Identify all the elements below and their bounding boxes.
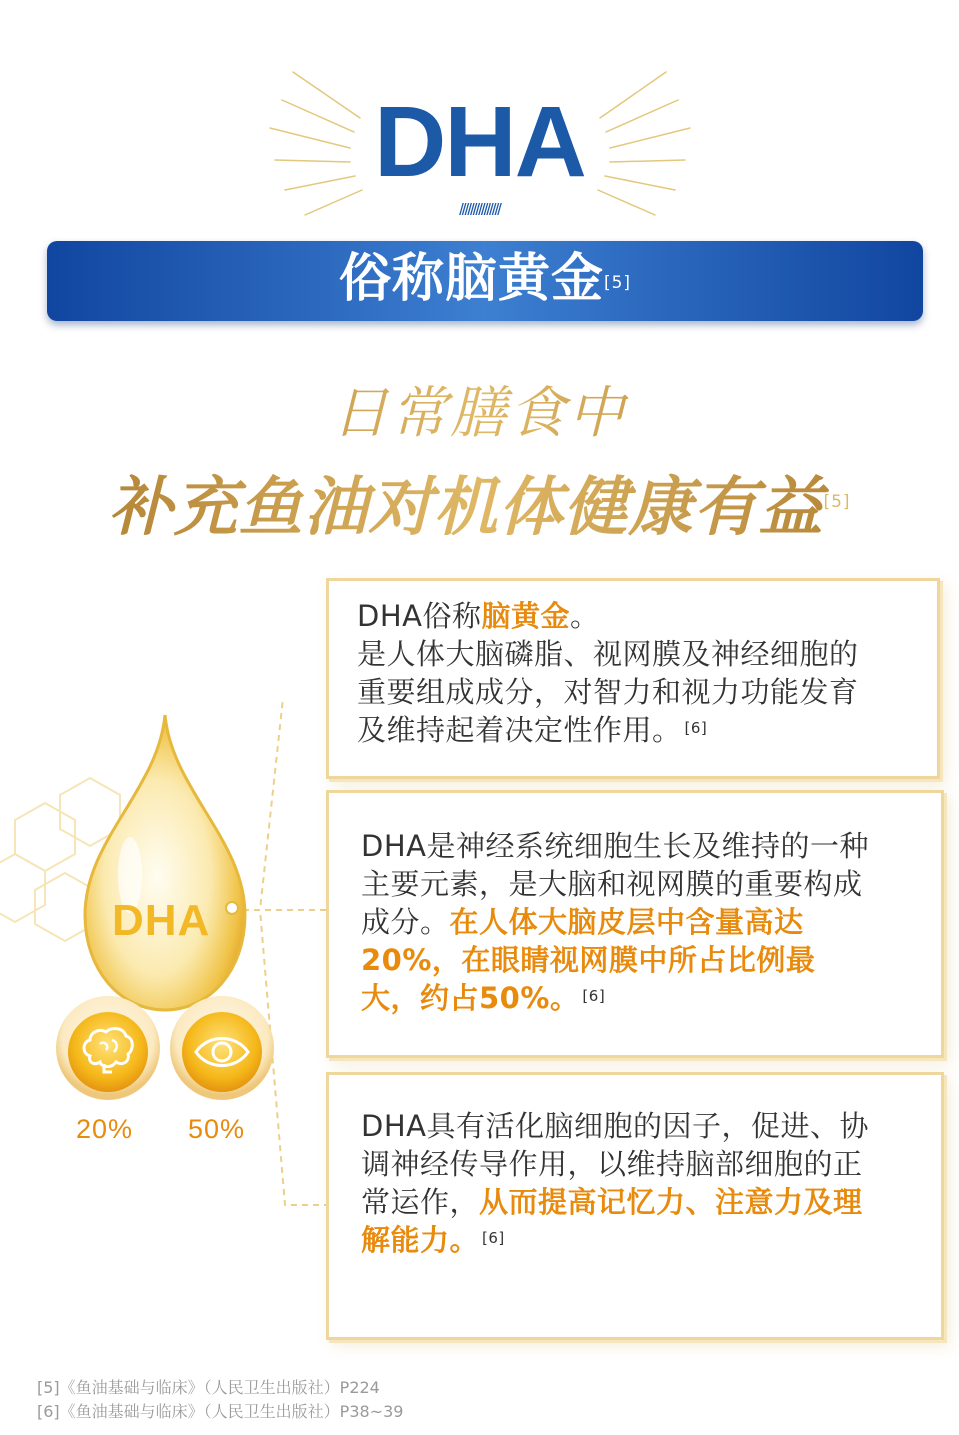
headline-line2-ref: [5]: [823, 492, 851, 512]
eye-percentage: 50%: [188, 1114, 246, 1144]
reference-6: [6]《鱼油基础与临床》（人民卫生出版社）P38~39: [37, 1402, 404, 1421]
banner-text: 俗称脑黄金: [338, 249, 604, 309]
highlight-text: 大，约占50%。: [361, 981, 580, 1015]
card-line: [361, 1107, 869, 1145]
card-1-text: [357, 597, 859, 749]
body-text: DHA具有活化脑细胞的因子，促进、协: [361, 1109, 869, 1143]
card-line: [361, 941, 869, 979]
body-text: 重要组成成分，对智力和视力功能发育: [357, 675, 859, 709]
body-text: 。: [570, 599, 600, 633]
body-text: 调神经传导作用，以维持脑部细胞的正: [361, 1147, 863, 1181]
references: [37, 1376, 403, 1424]
card-2-text: [361, 827, 869, 1017]
brain-icon: [80, 1026, 136, 1074]
dha-illustration: [0, 700, 330, 1220]
card-3-text: [361, 1107, 869, 1259]
info-card-1: [326, 578, 940, 779]
body-text: 成分。: [361, 905, 450, 939]
headline-line2: [0, 472, 959, 544]
highlight-text: 在人体大脑皮层中含量高达: [449, 905, 804, 939]
card-line: [361, 865, 869, 903]
card-line: [361, 1183, 869, 1221]
card-line: [361, 1145, 869, 1183]
eye-icon: [192, 1030, 252, 1074]
info-card-3: [326, 1072, 944, 1340]
body-text: 主要元素，是大脑和视网膜的重要构成: [361, 867, 863, 901]
card-ref: [6]: [684, 719, 708, 737]
body-text: DHA是神经系统细胞生长及维持的一种: [361, 829, 869, 863]
card-line: [357, 673, 859, 711]
hatch-divider: ///////////////: [459, 200, 500, 219]
body-text: 常运作，: [361, 1185, 480, 1219]
droplet-label: DHA: [112, 896, 211, 945]
body-text: 是人体大脑磷脂、视网膜及神经细胞的: [357, 637, 859, 671]
dha-droplet: [85, 715, 245, 1010]
card-line: [361, 1221, 869, 1259]
card-line: [357, 711, 859, 749]
highlight-text: 解能力。: [361, 1223, 480, 1257]
info-card-2: [326, 790, 944, 1058]
banner-ref: [5]: [603, 273, 632, 293]
highlight-text: 20%，在眼睛视网膜中所占比例最: [361, 943, 816, 977]
body-text: DHA俗称: [357, 599, 482, 633]
card-line: [361, 979, 869, 1017]
body-text: 及维持起着决定性作用。: [357, 713, 682, 747]
headline-line1: 日常膳食中: [0, 382, 959, 446]
card-ref: [6]: [582, 987, 606, 1005]
card-line: [361, 903, 869, 941]
brain-percentage: 20%: [76, 1114, 134, 1144]
dha-title: DHA: [374, 86, 585, 198]
banner-title: [47, 249, 923, 309]
highlight-text: 从而提高记忆力、注意力及理: [479, 1185, 863, 1219]
highlight-text: 脑黄金: [481, 599, 570, 633]
card-line: [357, 635, 859, 673]
headline-line2-text: 补充鱼油对机体健康有益: [108, 471, 824, 545]
card-line: [357, 597, 859, 635]
card-line: [361, 827, 869, 865]
banner: [47, 241, 923, 321]
reference-5: [5]《鱼油基础与临床》（人民卫生出版社）P224: [37, 1378, 380, 1397]
card-ref: [6]: [482, 1229, 505, 1247]
